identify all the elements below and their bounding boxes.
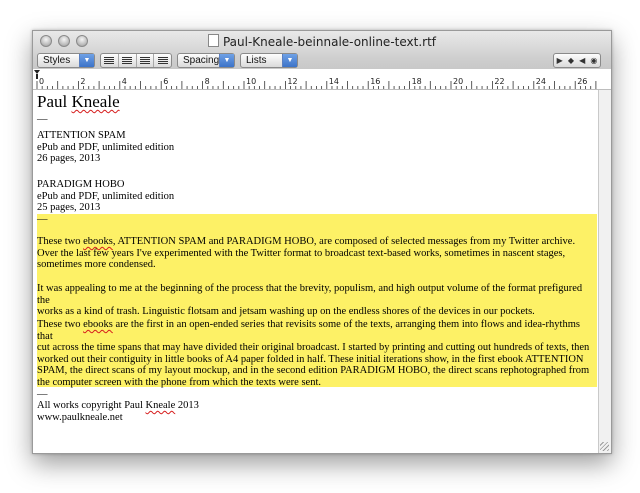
ruler-label: 4: [121, 77, 127, 86]
ruler-label: 24: [535, 77, 546, 86]
vertical-scrollbar[interactable]: [598, 90, 611, 453]
textedit-window: [32, 30, 612, 454]
resize-grip-icon[interactable]: [600, 442, 609, 451]
ruler-scale: [33, 69, 611, 89]
spacing-label: Spacing: [183, 55, 220, 66]
separator: —: [37, 213, 48, 225]
right-tab-icon[interactable]: ▶: [556, 56, 563, 65]
ruler-label: 18: [411, 77, 422, 86]
align-center-button[interactable]: [119, 54, 137, 67]
ruler-label: 0: [39, 77, 45, 86]
lists-dropdown[interactable]: [240, 53, 298, 68]
ruler-label: 14: [328, 77, 339, 86]
book-title: ATTENTION SPAM: [37, 130, 126, 141]
paragraph-1: These two ebooks, ATTENTION SPAM and PARADIGM HOBO, are composed of selected messages from my Twitter archive. Over the last few years I've experimented with the Twitter format to broadcast text-based works, sometimes in nascent stages, sometimes more condensed.: [37, 236, 576, 271]
separator: —: [37, 388, 48, 400]
book-entry-paradigm-hobo: [37, 179, 597, 225]
styles-dropdown[interactable]: [37, 53, 95, 68]
separator: —: [37, 114, 48, 125]
document-heading: Paul Kneale: [37, 92, 120, 111]
misspelled-word: Kneale: [145, 400, 176, 411]
align-right-icon: [158, 57, 168, 64]
ruler-label: 16: [370, 77, 381, 86]
chevron-down-icon: ▼: [219, 54, 234, 67]
ruler[interactable]: [33, 69, 611, 90]
align-justify-icon: [140, 57, 150, 64]
book-info: 26 pages, 2013: [37, 153, 101, 165]
ruler-label: 12: [287, 77, 298, 86]
paragraph-2: It was appealing to me at the beginning of the process that the brevity, populism, and high output volume of the format prefigured the works as a kind of trash. Linguistic flotsam and jetsam washing up on the endless shores of the devices in our pockets.: [37, 283, 583, 318]
document-icon: [208, 34, 219, 47]
document-area[interactable]: [33, 90, 598, 453]
styles-label: Styles: [43, 55, 71, 66]
align-right-button[interactable]: [154, 54, 171, 67]
book-title: PARADIGM HOBO: [37, 179, 125, 190]
alignment-segmented-control[interactable]: [100, 53, 172, 68]
misspelled-word: ebooks: [83, 319, 113, 330]
tab-stop-buttons[interactable]: [553, 53, 601, 68]
decimal-tab-icon[interactable]: ◉: [590, 56, 598, 65]
ruler-label: 20: [453, 77, 464, 86]
ruler-label: 2: [80, 77, 86, 86]
website-text: www.paulkneale.net: [37, 411, 123, 423]
chevron-down-icon: ▼: [282, 54, 297, 67]
misspelled-word: ebooks: [83, 236, 113, 247]
chevron-down-icon: ▼: [79, 54, 94, 67]
book-info: 25 pages, 2013: [37, 202, 101, 214]
lists-label: Lists: [246, 55, 267, 66]
book-entry-attention-spam: [37, 130, 597, 165]
align-left-button[interactable]: [101, 54, 119, 67]
align-justify-button[interactable]: [137, 54, 155, 67]
copyright-block: All works copyright Paul Kneale 2013 www.paulkneale.net: [37, 400, 597, 423]
ruler-label: 22: [494, 77, 505, 86]
ruler-label: 26: [577, 77, 588, 86]
left-tab-icon[interactable]: ◀: [579, 56, 586, 65]
center-tab-icon[interactable]: ◆: [567, 56, 574, 65]
spacing-dropdown[interactable]: [177, 53, 235, 68]
misspelled-word: Kneale: [71, 92, 120, 111]
ruler-label: 8: [204, 77, 210, 86]
align-left-icon: [104, 57, 114, 64]
book-format: ePub and PDF, unlimited edition: [37, 141, 175, 153]
window-title: Paul-Kneale-beinnale-online-text.rtf: [33, 34, 611, 49]
ruler-label: 6: [163, 77, 169, 86]
book-format: ePub and PDF, unlimited edition: [37, 190, 175, 202]
paragraph-3: These two ebooks are the first in an open-ended series that revisits some of the texts, arranging them into flows and idea-rhythms that cut across the time spans that may have divided their original broadcast. I started by printing and cutting out hundreds of texts, then worked out their contiguity in little books of A4 paper folded in half. These initial iterations show, in the first ebook ATTENTION SPAM, the direct scans of my layout mockup, and in the second edition PARADIGM HOBO, the direct scans rephotographed from the computer screen with the phone from which the texts were sent. —: [37, 319, 597, 400]
align-center-icon: [122, 57, 132, 64]
ruler-label: 10: [246, 77, 257, 86]
